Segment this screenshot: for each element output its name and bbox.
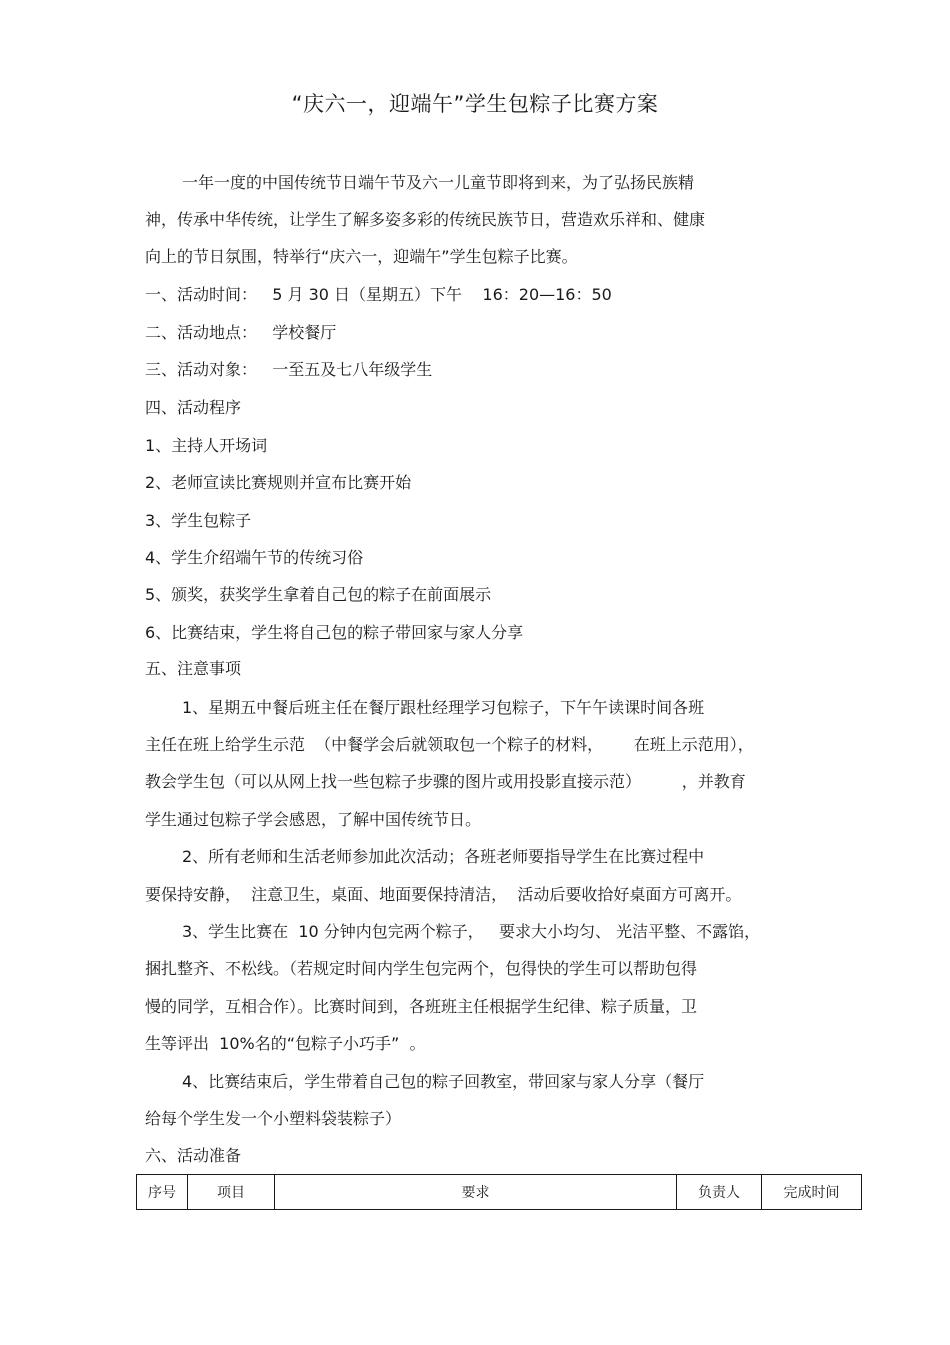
table-header-row <box>137 1175 862 1210</box>
note-line: 生等评出 10%名的“包粽子小巧手” 。 <box>145 1034 426 1053</box>
note-line: 主任在班上给学生示范 （中餐学会后就领取包一个粽子的材料， 在班上示范用）， <box>145 735 754 754</box>
notes-heading: 五、注意事项 <box>145 659 242 678</box>
note-line: 2、所有老师和生活老师参加此次活动；各班老师要指导学生在比赛过程中 <box>182 847 705 866</box>
note-line: 要保持安静， 注意卫生，桌面、地面要保持清洁， 活动后要收拾好桌面方可离开。 <box>145 885 742 904</box>
note-line: 教会学生包（可以从网上找一些包粽子步骤的图片或用投影直接示范） ，并教育 <box>145 772 746 791</box>
prep-heading: 六、活动准备 <box>145 1146 242 1165</box>
program-item: 5、颁奖，获奖学生拿着自己包的粽子在前面展示 <box>145 585 492 604</box>
intro-line: 向上的节日氛围，特举行“庆六一，迎端午”学生包粽子比赛。 <box>145 247 578 266</box>
column-header: 项目 <box>188 1175 275 1210</box>
column-header: 完成时间 <box>762 1175 862 1210</box>
note-line: 1、星期五中餐后班主任在餐厅跟杜经理学习包粽子，下午午读课时间各班 <box>182 698 705 717</box>
program-item: 3、学生包粽子 <box>145 511 252 530</box>
document-title: “庆六一，迎端午”学生包粽子比赛方案 <box>291 92 659 116</box>
program-item: 4、学生介绍端午节的传统习俗 <box>145 548 364 567</box>
note-line: 捆扎整齐、不松线。（若规定时间内学生包完两个，包得快的学生可以帮助包得 <box>145 959 698 978</box>
preparation-table <box>136 1174 862 1210</box>
note-line: 4、比赛结束后，学生带着自己包的粽子回教室，带回家与家人分享（餐厅 <box>182 1072 705 1091</box>
program-item: 2、老师宣读比赛规则并宣布比赛开始 <box>145 473 412 492</box>
activity-time: 一、活动时间： 5 月 30 日（星期五）下午 16：20—16：50 <box>145 285 612 304</box>
activity-target: 三、活动对象： 一至五及七八年级学生 <box>145 360 433 379</box>
program-item: 6、比赛结束，学生将自己包的粽子带回家与家人分享 <box>145 623 524 642</box>
program-item: 1、主持人开场词 <box>145 436 268 455</box>
program-heading: 四、活动程序 <box>145 398 242 417</box>
intro-line: 神，传承中华传统，让学生了解多姿多彩的传统民族节日，营造欢乐祥和、健康 <box>145 210 706 229</box>
note-line: 3、学生比赛在 10 分钟内包完两个粽子， 要求大小均匀、 光洁平整、不露馅， <box>182 922 761 941</box>
activity-place: 二、活动地点： 学校餐厅 <box>145 323 337 342</box>
column-header: 负责人 <box>677 1175 762 1210</box>
note-line: 慢的同学，互相合作）。比赛时间到，各班班主任根据学生纪律、粽子质量，卫 <box>145 997 698 1016</box>
column-header: 要求 <box>275 1175 677 1210</box>
column-header: 序号 <box>137 1175 188 1210</box>
note-line: 给每个学生发一个小塑料袋装粽子） <box>145 1109 402 1128</box>
intro-line: 一年一度的中国传统节日端午节及六一儿童节即将到来，为了弘扬民族精 <box>182 173 695 192</box>
note-line: 学生通过包粽子学会感恩，了解中国传统节日。 <box>145 810 482 829</box>
